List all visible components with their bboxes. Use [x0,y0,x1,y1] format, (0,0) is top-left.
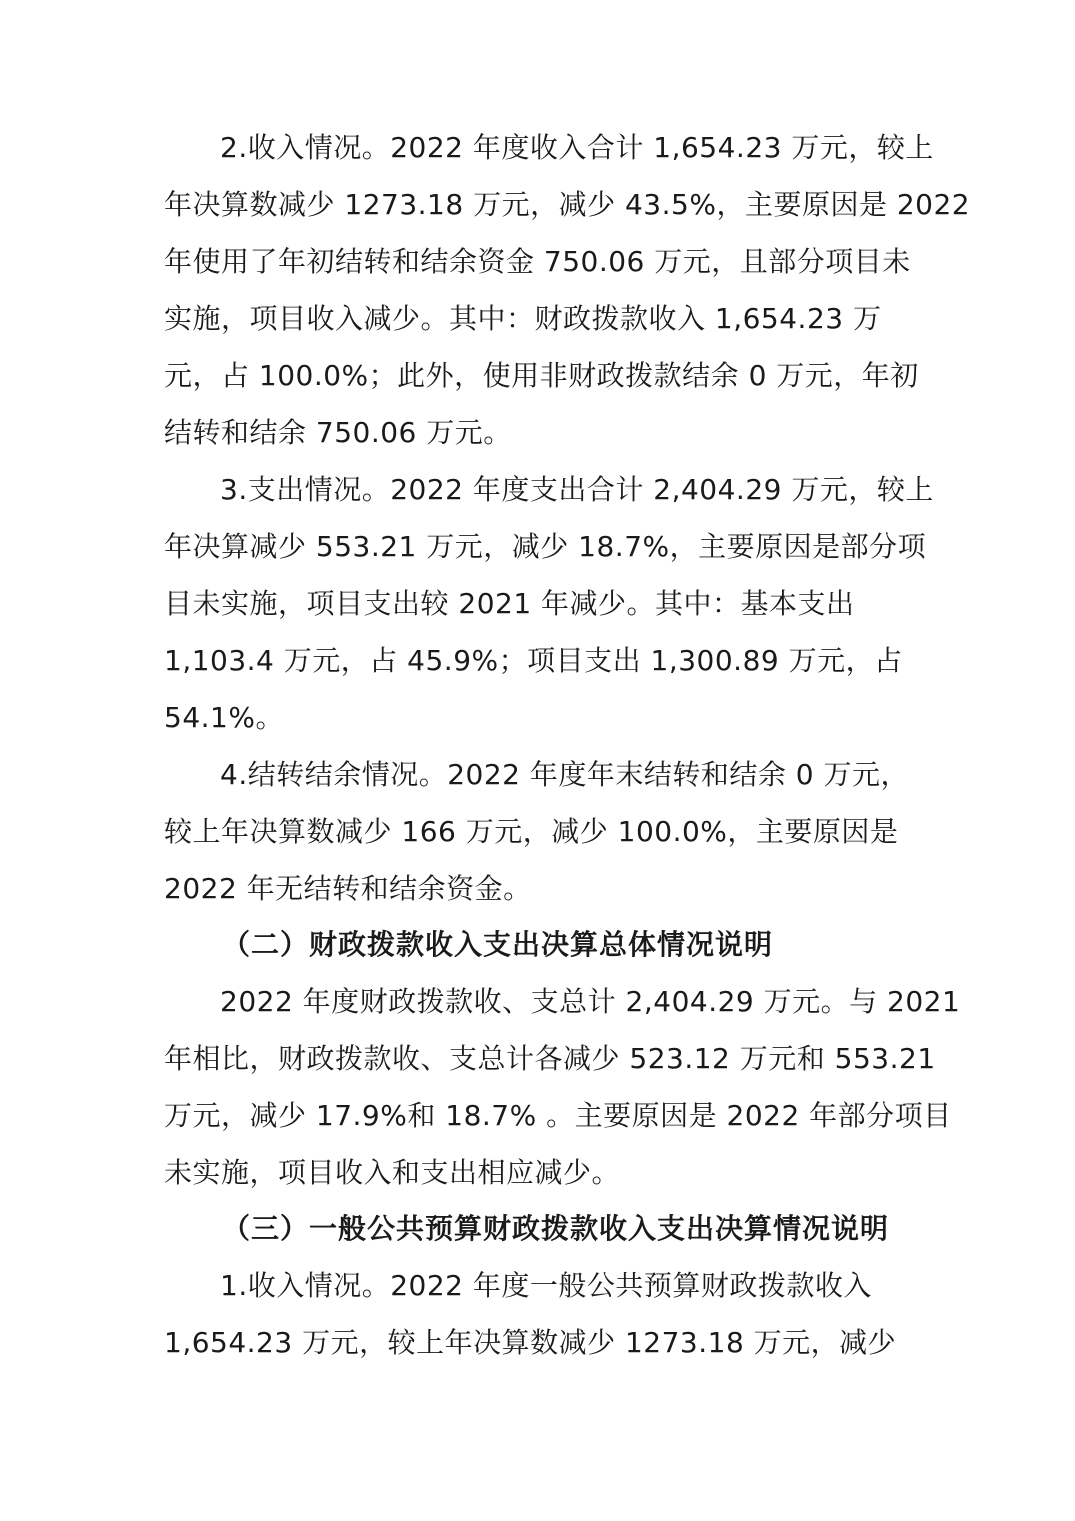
carryover-paragraph-line-3: 2022 年无结转和结余资金。 [164,872,532,905]
income-paragraph-line-4: 实施，项目收入减少。其中：财政拨款收入 1,654.23 万 [164,302,882,335]
expenditure-paragraph-line-1: 3.支出情况。2022 年度支出合计 2,404.29 万元，较上 [220,473,934,506]
income-paragraph-line-6: 结转和结余 750.06 万元。 [164,416,512,449]
income-paragraph-line-2: 年决算数减少 1273.18 万元，减少 43.5%，主要原因是 2022 [164,188,971,221]
expenditure-paragraph-line-5: 54.1%。 [164,701,284,734]
expenditure-paragraph-line-4: 1,103.4 万元，占 45.9%；项目支出 1,300.89 万元，占 [164,644,903,677]
section-heading-3: （三）一般公共预算财政拨款收入支出决算情况说明 [222,1212,890,1245]
income-paragraph-line-3: 年使用了年初结转和结余资金 750.06 万元，且部分项目未 [164,245,911,278]
expenditure-paragraph-line-3: 目未实施，项目支出较 2021 年减少。其中：基本支出 [164,587,855,620]
income-paragraph-line-5: 元，占 100.0%；此外，使用非财政拨款结余 0 万元，年初 [164,359,919,392]
carryover-paragraph-line-1: 4.结转结余情况。2022 年度年末结转和结余 0 万元， [220,758,909,791]
general-budget-paragraph-line-1: 1.收入情况。2022 年度一般公共预算财政拨款收入 [220,1269,872,1302]
carryover-paragraph-line-2: 较上年决算数减少 166 万元，减少 100.0%，主要原因是 [164,815,899,848]
income-paragraph-line-1: 2.收入情况。2022 年度收入合计 1,654.23 万元，较上 [220,131,934,164]
fiscal-total-paragraph-line-2: 年相比，财政拨款收、支总计各减少 523.12 万元和 553.21 [164,1042,936,1075]
fiscal-total-paragraph-line-4: 未实施，项目收入和支出相应减少。 [164,1156,621,1189]
expenditure-paragraph-line-2: 年决算减少 553.21 万元，减少 18.7%，主要原因是部分项 [164,530,927,563]
fiscal-total-paragraph-line-1: 2022 年度财政拨款收、支总计 2,404.29 万元。与 2021 [220,985,961,1018]
fiscal-total-paragraph-line-3: 万元，减少 17.9%和 18.7% 。主要原因是 2022 年部分项目 [164,1099,952,1132]
section-heading-2: （二）财政拨款收入支出决算总体情况说明 [222,928,774,961]
general-budget-paragraph-line-2: 1,654.23 万元，较上年决算数减少 1273.18 万元，减少 [164,1326,897,1359]
